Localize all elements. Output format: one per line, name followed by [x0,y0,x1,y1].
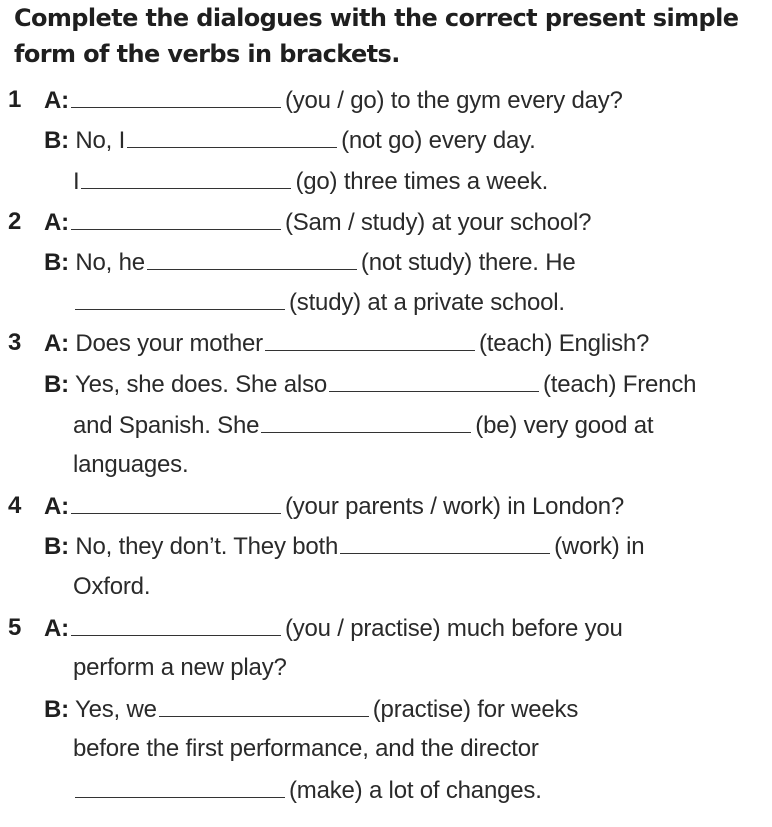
line-text-before: Yes, we [74,696,157,723]
answer-blank[interactable] [71,205,281,230]
line-text-after: (your parents / work) in London? [284,493,625,520]
line-text-after: (teach) English? [478,330,650,357]
answer-blank[interactable] [75,773,285,798]
line-text-after: (go) three times a week. [295,168,549,195]
line-text: perform a new play? [73,654,287,681]
line-text-after: (practise) for weeks [372,696,579,723]
dialogue-line [73,732,539,766]
dialogue-line [44,245,576,279]
answer-blank[interactable] [265,326,475,351]
line-text-after: (work) in [554,533,645,560]
answer-blank[interactable] [127,123,337,148]
line-text-before: I [73,168,80,195]
line-text-after: (you / go) to the gym every day? [284,87,623,114]
answer-blank[interactable] [340,529,550,554]
speaker-label: B: [44,696,69,723]
speaker-label: B: [44,127,69,154]
line-text: Oxford. [73,573,151,600]
item-number: 3 [8,329,22,356]
line-text-after: (be) very good at [475,412,654,439]
line-text-after: (teach) French [543,371,697,398]
dialogue-line [73,570,150,604]
speaker-label: B: [44,533,69,560]
answer-blank[interactable] [71,83,281,108]
line-text-before: Yes, she does. She also [74,371,328,398]
answer-blank[interactable] [75,285,285,310]
dialogue-line [44,205,591,239]
speaker-label: B: [44,371,69,398]
dialogue-line [73,448,188,482]
answer-blank[interactable] [71,611,281,636]
item-number: 2 [8,208,22,235]
line-text-after: (make) a lot of changes. [289,777,542,804]
dialogue-line [44,489,624,523]
dialogue-line [73,285,565,319]
speaker-label: A: [44,87,69,114]
dialogue-line [44,611,623,645]
answer-blank[interactable] [329,367,539,392]
line-text: languages. [73,451,189,478]
dialogue-line [44,692,578,726]
line-text-before: No, they don’t. They both [75,533,339,560]
line-text-after: (not go) every day. [341,127,536,154]
line-text-before: and Spanish. She [73,412,260,439]
line-text-before: Does your mother [75,330,263,357]
item-number: 4 [8,492,22,519]
speaker-label: B: [44,249,69,276]
line-text-after: (not study) there. He [360,249,576,276]
dialogue-line [44,529,644,563]
speaker-label: A: [44,330,69,357]
item-number: 5 [8,614,22,641]
speaker-label: A: [44,209,69,236]
instructions-line-2: form of the verbs in brackets. [14,40,400,68]
line-text-before: No, I [75,127,126,154]
line-text-after: (study) at a private school. [289,289,565,316]
dialogue-line [73,651,287,685]
answer-blank[interactable] [71,489,281,514]
dialogue-line [44,326,649,360]
dialogue-line [73,164,548,198]
speaker-label: A: [44,493,69,520]
answer-blank[interactable] [261,408,471,433]
dialogue-line [44,367,696,401]
dialogue-line [73,773,542,807]
dialogue-line [73,408,653,442]
line-text: before the first performance, and the director [73,735,539,762]
exercise-instructions [14,0,754,72]
answer-blank[interactable] [147,245,357,270]
item-number: 1 [8,86,22,113]
dialogue-line [44,83,623,117]
dialogue-line [44,123,536,157]
instructions-line-1: Complete the dialogues with the correct present simple [14,4,739,32]
answer-blank[interactable] [81,164,291,189]
line-text-after: (you / practise) much before you [284,615,623,642]
answer-blank[interactable] [159,692,369,717]
line-text-before: No, he [75,249,145,276]
line-text-after: (Sam / study) at your school? [284,209,592,236]
speaker-label: A: [44,615,69,642]
